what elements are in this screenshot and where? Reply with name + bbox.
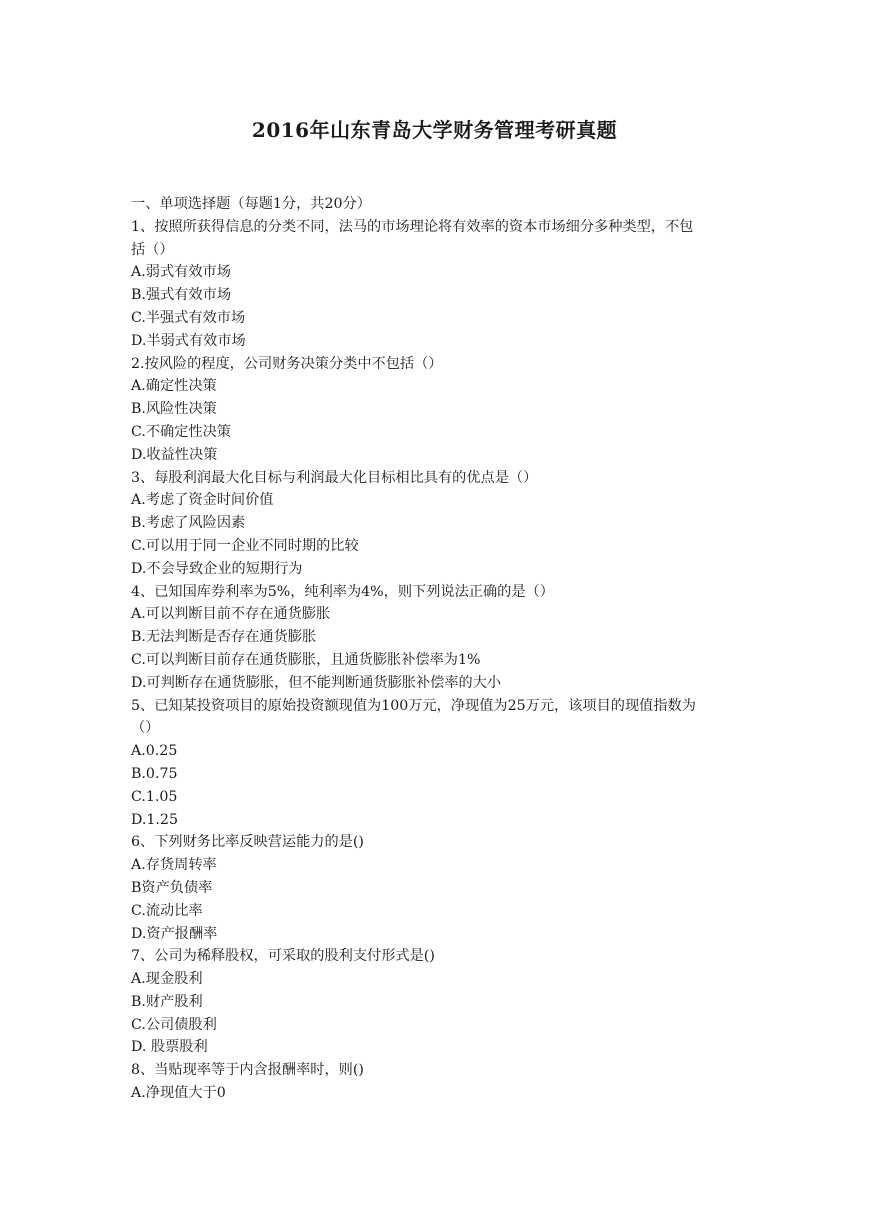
- question-8: [131, 1059, 741, 1105]
- option-c: C.可以判断目前存在通货膨胀，且通货膨胀补偿率为1%: [131, 651, 481, 668]
- question-stem: 6、下列财务比率反映营运能力的是(): [131, 834, 364, 851]
- option-d: D.1.25: [131, 811, 178, 828]
- option-c: C.可以用于同一企业不同时期的比较: [131, 537, 359, 554]
- option-b: B.财产股利: [131, 993, 203, 1010]
- option-a: A.净现值大于0: [131, 1085, 226, 1102]
- question-2: [131, 353, 741, 467]
- question-stem-continued: （）: [131, 720, 160, 737]
- question-stem: 1、按照所获得信息的分类不同，法马的市场理论将有效率的资本市场细分多种类型，不包: [131, 218, 694, 235]
- option-a: A.弱式有效市场: [131, 264, 231, 281]
- section-heading: 一、单项选择题（每题1分，共20分）: [131, 196, 371, 212]
- option-b: B资产负债率: [131, 879, 213, 896]
- option-c: C.半强式有效市场: [131, 309, 246, 326]
- question-7: [131, 945, 741, 1059]
- question-stem: 5、已知某投资项目的原始投资额现值为100万元，净现值为25万元，该项目的现值指数为: [131, 697, 696, 714]
- option-a: A.存货周转率: [131, 857, 217, 874]
- question-stem: 2.按风险的程度，公司财务决策分类中不包括（）: [131, 355, 443, 372]
- option-c: C.公司债股利: [131, 1016, 217, 1033]
- option-c: C.流动比率: [131, 902, 203, 919]
- option-a: A.可以判断目前不存在通货膨胀: [131, 606, 331, 623]
- option-a: A.现金股利: [131, 971, 203, 988]
- option-b: B.强式有效市场: [131, 287, 232, 304]
- question-stem-continued: 括（）: [131, 241, 174, 258]
- question-stem: 4、已知国库券利率为5%，纯利率为4%，则下列说法正确的是（）: [131, 583, 554, 600]
- option-d: D.不会导致企业的短期行为: [131, 560, 303, 577]
- question-stem: 8、当贴现率等于内含报酬率时，则(): [131, 1062, 364, 1079]
- question-6: [131, 831, 741, 945]
- option-d: D.半弱式有效市场: [131, 332, 246, 349]
- option-a: A.确定性决策: [131, 378, 217, 395]
- option-c: C.不确定性决策: [131, 423, 231, 440]
- option-d: D.资产报酬率: [131, 925, 218, 942]
- question-stem: 3、每股利润最大化目标与利润最大化目标相比具有的优点是（）: [131, 469, 538, 486]
- question-1: [131, 216, 741, 353]
- option-b: B.风险性决策: [131, 401, 217, 418]
- option-d: D. 股票股利: [131, 1039, 208, 1056]
- option-a: A.考虑了资金时间价值: [131, 492, 274, 509]
- option-d: D.可判断存在通货膨胀，但不能判断通货膨胀补偿率的大小: [131, 674, 502, 691]
- option-b: B.考虑了风险因素: [131, 515, 246, 532]
- option-b: B.0.75: [131, 765, 178, 782]
- question-stem: 7、公司为稀释股权，可采取的股利支付形式是(): [131, 948, 435, 965]
- option-c: C.1.05: [131, 788, 178, 805]
- question-4: [131, 581, 741, 695]
- question-5: [131, 695, 741, 832]
- question-3: [131, 467, 741, 581]
- option-d: D.收益性决策: [131, 446, 218, 463]
- document-body: [131, 193, 741, 1105]
- option-b: B.无法判断是否存在通货膨胀: [131, 629, 317, 646]
- document-title: 2016年山东青岛大学财务管理考研真题: [251, 118, 618, 142]
- option-a: A.0.25: [131, 743, 178, 760]
